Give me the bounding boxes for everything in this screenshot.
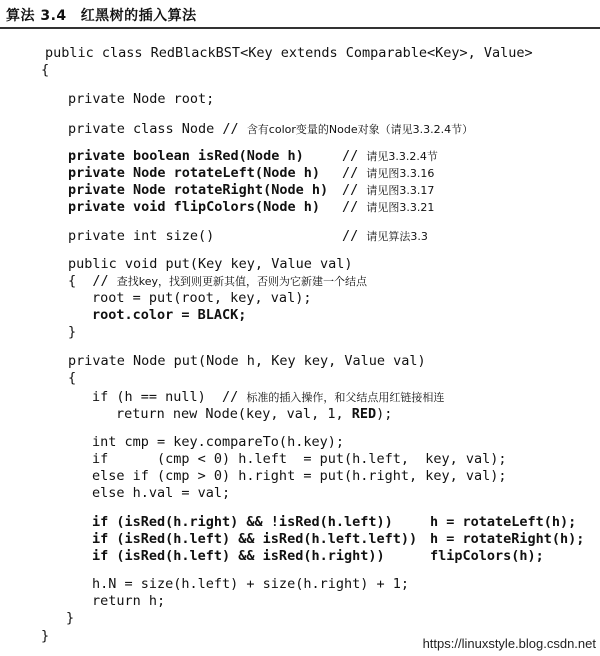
code-line	[92, 485, 230, 501]
code-token: //	[342, 228, 367, 244]
code-token: public class RedBlackBST<Key extends Comparable<Key>, Value>	[45, 45, 533, 61]
code-line	[68, 182, 328, 198]
watermark-url: https://linuxstyle.blog.csdn.net	[422, 636, 596, 651]
code-line	[342, 148, 438, 165]
code-token: //	[342, 199, 367, 215]
code-line	[342, 182, 434, 199]
code-comment-text: 标准的插入操作，和父结点用红链接相连	[246, 391, 445, 404]
code-comment-text: 请见图3.3.17	[366, 184, 435, 197]
code-token: else h.val = val;	[92, 485, 231, 501]
code-line	[68, 370, 76, 386]
code-line	[68, 91, 214, 107]
code-comment-text: 查找key，找到则更新其值，否则为它新建一个结点	[116, 275, 368, 288]
code-comment-text: 含有color变量的Node对象（请见3.3.2.4节）	[246, 123, 474, 136]
code-line	[116, 406, 392, 422]
code-token: private Node put(Node h, Key key, Value val)	[68, 353, 426, 369]
code-token: if (isRed(h.left) && isRed(h.right))	[92, 548, 385, 564]
code-token: private boolean isRed(Node h)	[68, 148, 304, 164]
code-token: }	[41, 628, 50, 644]
code-token: root.color = BLACK;	[92, 307, 247, 323]
code-line	[342, 228, 428, 245]
code-line	[92, 389, 444, 406]
code-line	[92, 290, 311, 306]
code-line	[342, 165, 434, 182]
code-token: private Node rotateRight(Node h)	[68, 182, 329, 198]
code-token: h = rotateRight(h);	[430, 531, 585, 547]
code-token: if (h == null) //	[92, 389, 247, 405]
code-token: h = rotateLeft(h);	[430, 514, 577, 530]
code-token: private Node rotateLeft(Node h)	[68, 165, 320, 181]
code-line	[68, 228, 214, 244]
algorithm-name: 红黑树的插入算法	[80, 8, 197, 24]
code-line	[430, 531, 584, 547]
code-line	[45, 45, 533, 61]
code-token: //	[342, 148, 367, 164]
code-line	[92, 593, 165, 609]
code-line	[92, 576, 409, 592]
code-line	[68, 148, 304, 164]
code-line	[430, 548, 544, 564]
code-token: private int size()	[68, 228, 215, 244]
code-line	[68, 324, 76, 340]
code-line	[92, 548, 385, 564]
code-line	[68, 353, 426, 369]
code-line	[92, 514, 393, 530]
code-token: }	[66, 610, 75, 626]
code-line	[68, 121, 473, 138]
code-token: h.N = size(h.left) + size(h.right) + 1;	[92, 576, 409, 592]
code-line	[66, 610, 74, 626]
code-token: {	[41, 62, 50, 78]
code-token: return h;	[92, 593, 166, 609]
code-line	[92, 434, 344, 450]
code-comment-text: 请见3.3.2.4节	[366, 150, 438, 163]
code-token: {	[68, 370, 77, 386]
code-token: //	[342, 165, 367, 181]
code-token: if (isRed(h.left) && isRed(h.left.left))	[92, 531, 418, 547]
code-line	[41, 62, 49, 78]
code-token: public void put(Key key, Value val)	[68, 256, 353, 272]
code-token: //	[342, 182, 367, 198]
code-token: else if (cmp > 0) h.right = put(h.right, key, val);	[92, 468, 507, 484]
code-line	[92, 307, 246, 323]
code-line	[41, 628, 49, 644]
code-token: if (isRed(h.right) && !isRed(h.left))	[92, 514, 393, 530]
code-token: private class Node //	[68, 121, 247, 137]
code-line	[92, 451, 507, 467]
code-token: return new Node(key, val, 1,	[116, 406, 352, 422]
code-comment-text: 请见图3.3.16	[366, 167, 435, 180]
code-line	[68, 165, 320, 181]
code-comment-text: 请见图3.3.21	[366, 201, 435, 214]
code-token: RED	[351, 406, 377, 422]
code-line	[92, 468, 507, 484]
code-comment-text: 请见算法3.3	[366, 230, 428, 243]
code-token: flipColors(h);	[430, 548, 544, 564]
code-token: root = put(root, key, val);	[92, 290, 312, 306]
code-token: );	[376, 406, 393, 422]
code-token: if (cmp < 0) h.left = put(h.left, key, val);	[92, 451, 507, 467]
code-line	[342, 199, 434, 216]
code-token: private void flipColors(Node h)	[68, 199, 320, 215]
code-line	[92, 531, 417, 547]
code-line	[430, 514, 576, 530]
code-token: int cmp = key.compareTo(h.key);	[92, 434, 344, 450]
code-token: private Node root;	[68, 91, 215, 107]
code-line	[68, 256, 352, 272]
code-line	[68, 273, 367, 290]
code-token: { //	[68, 273, 117, 289]
code-line	[68, 199, 320, 215]
code-token: }	[68, 324, 77, 340]
algorithm-label: 算法 3.4	[6, 8, 67, 24]
